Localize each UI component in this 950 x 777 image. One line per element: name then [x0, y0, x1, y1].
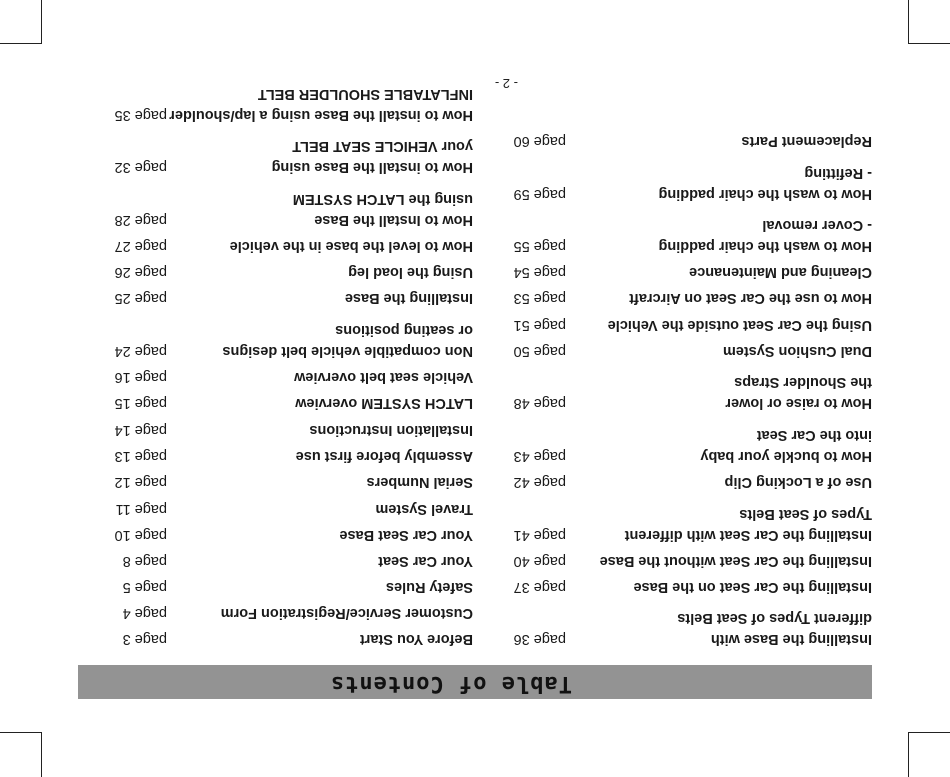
crop-mark: [908, 732, 950, 733]
toc-entry-label: Using the load leg: [348, 264, 473, 280]
toc-entry-label: How to raise or lower the Shoulder Straps: [725, 374, 872, 411]
toc-entry-label: Installation Instructions: [309, 422, 473, 438]
toc-entry-label: How to level the base in the vehicle: [229, 238, 473, 254]
toc-entry-label: Serial Numbers: [366, 474, 473, 490]
toc-entry-page: page 11: [115, 501, 167, 517]
toc-entry-label: Cleaning and Maintenance: [689, 264, 872, 280]
toc-entry-label: Using the Car Seat outside the Vehicle: [607, 317, 872, 333]
toc-entry-page: page 54: [513, 264, 566, 280]
toc-entry-label: Installing the Base: [344, 290, 473, 306]
toc-entry-page: page 10: [114, 527, 167, 543]
crop-mark: [41, 733, 42, 777]
toc-entry-label: Safety Rules: [385, 579, 473, 595]
crop-mark: [0, 43, 42, 44]
toc-entry-label: Non compatible vehicle belt designs or seating positions: [222, 322, 473, 359]
toc-entry-label: How to install the Base using a lap/shoulder INFLATABLE SHOULDER BELT: [169, 86, 473, 123]
toc-entry-page: page 15: [114, 395, 167, 411]
toc-entry-label: Your Car Seat Base: [339, 527, 473, 543]
toc-entry-label: How to buckle your baby into the Car Seat: [700, 427, 872, 464]
toc-entry-label: Travel System: [375, 501, 473, 517]
toc-entry-page: page 55: [513, 238, 566, 254]
toc-entry-label: Dual Cushion System: [722, 343, 872, 359]
toc-entry-label: How to Install the Base using the LATCH SYSTEM: [292, 191, 473, 228]
toc-entry-label: Your Car Seat: [378, 553, 473, 569]
toc-entry-page: page 13: [114, 448, 167, 464]
toc-entry-label: How to wash the chair padding - Cover removal: [658, 217, 872, 254]
toc-entry-label: Vehicle seat belt overview: [294, 369, 473, 385]
crop-mark: [908, 733, 909, 777]
toc-entry-page: page 35: [114, 107, 167, 123]
crop-mark: [908, 0, 909, 44]
toc-entry-page: page 59: [513, 186, 566, 202]
page-title: Table of Contents: [329, 671, 572, 696]
toc-entry-label: How to wash the chair padding - Refitting: [658, 165, 872, 202]
toc-entry-page: page 3: [122, 631, 167, 647]
toc-entry-page: page 8: [122, 553, 167, 569]
toc-entry-page: page 48: [513, 395, 566, 411]
toc-entry-page: page 51: [513, 317, 566, 333]
toc-entry-page: page 24: [114, 343, 167, 359]
toc-entry-page: page 28: [114, 212, 167, 228]
toc-entry-label: Installing the Car Seat without the Base: [599, 553, 872, 569]
toc-entry-page: page 43: [513, 448, 566, 464]
toc-entry-label: LATCH SYSTEM overview: [295, 395, 473, 411]
toc-entry-label: Installing the Car Seat on the Base: [633, 579, 872, 595]
toc-entry-page: page 50: [513, 343, 566, 359]
toc-entry-label: How to use the Car Seat on Aircraft: [629, 290, 872, 306]
toc-entry-label: Before You Start: [359, 631, 473, 647]
toc-entry-page: page 41: [513, 527, 566, 543]
toc-entry-label: Assembly before first use: [295, 448, 473, 464]
toc-entry-label: Customer Service/Registration Form: [220, 605, 473, 621]
toc-entry-page: page 26: [114, 264, 167, 280]
toc-entry-page: page 25: [114, 290, 167, 306]
toc-entry-page: page 42: [513, 474, 566, 490]
toc-entry-page: page 40: [513, 553, 566, 569]
toc-entry-page: page 4: [122, 605, 167, 621]
toc-entry-page: page 14: [114, 422, 167, 438]
toc-entry-page: page 12: [114, 474, 167, 490]
toc-entry-page: page 53: [513, 290, 566, 306]
toc-entry-page: page 5: [122, 579, 167, 595]
toc-entry-label: Replacement Parts: [741, 133, 872, 149]
title-bar: [78, 665, 872, 699]
toc-entry-page: page 27: [114, 238, 167, 254]
toc-entry-label: Installing the Base with different Types of Seat Belts: [677, 610, 872, 647]
toc-entry-label: Installing the Car Seat with different Types of Seat Belts: [624, 506, 872, 543]
toc-entry-page: page 37: [513, 579, 566, 595]
toc-entry-page: page 16: [114, 369, 167, 385]
toc-entry-page: page 32: [114, 159, 167, 175]
toc-entry-page: page 60: [513, 133, 566, 149]
page-number: - 2 -: [494, 76, 518, 91]
crop-mark: [41, 0, 42, 44]
toc-entry-label: Use of a Locking Clip: [724, 474, 872, 490]
toc-entry-label: How to install the Base using your VEHICLE SEAT BELT: [271, 138, 473, 175]
toc-entry-page: page 36: [513, 631, 566, 647]
crop-mark: [0, 732, 42, 733]
crop-mark: [908, 43, 950, 44]
